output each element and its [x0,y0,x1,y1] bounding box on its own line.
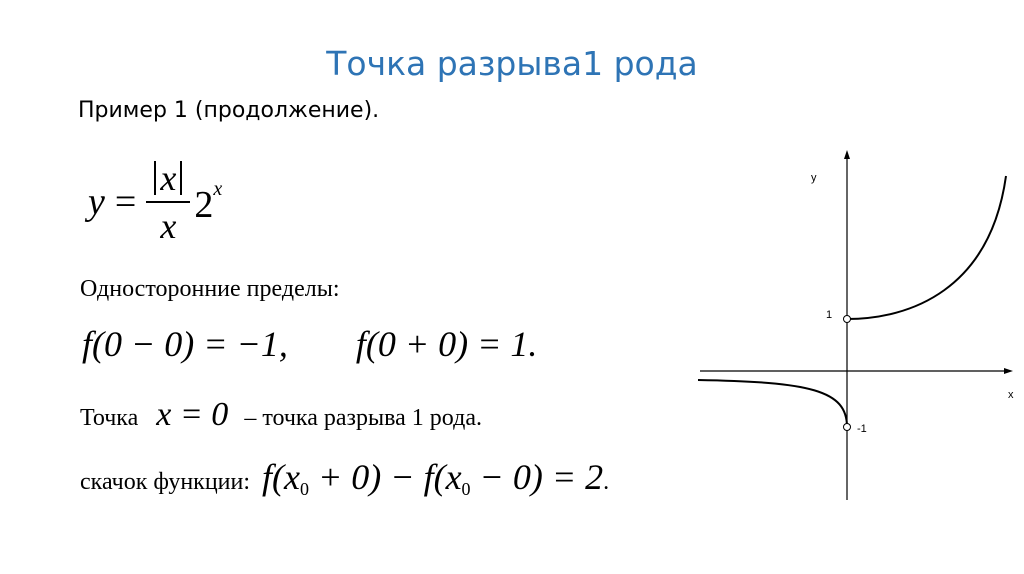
jump-expr-part-c: − 0) = 2 [470,457,604,497]
point-suffix: – точка разрыва 1 рода. [244,405,482,431]
open-point-lower [844,424,851,431]
one-sided-limits [82,323,537,365]
jump-expr-part-b: + 0) − f(x [309,457,462,497]
point-equation: x = 0 [156,396,229,433]
one-sided-heading: Односторонние пределы: [80,276,340,302]
formula-equals: = [114,181,137,223]
formula-exponent: x [213,177,223,200]
formula-denominator: x [160,206,177,246]
slide-subtitle: Пример 1 (продолжение). [78,98,380,123]
x-axis-arrow-icon [1004,368,1013,374]
y-axis-label: y [811,172,817,184]
function-graph [690,140,1020,505]
formula-lhs: y [88,181,105,223]
right-branch-curve [847,176,1006,319]
left-branch-curve [698,380,847,427]
open-point-upper [844,316,851,323]
y-axis-arrow-icon [844,150,850,159]
jump-expression [262,457,603,497]
jump-statement [80,456,609,500]
left-limit: f(0 − 0) = −1, [82,324,288,364]
function-formula [88,152,222,252]
discontinuity-statement [80,396,482,434]
fraction-bar [146,201,190,203]
slide-title: Точка разрыва1 рода [326,44,698,83]
x-axis-label: x [1008,389,1014,401]
tick-label-minus-1: -1 [857,423,867,435]
jump-sub-b: 0 [461,479,471,499]
formula-numerator-abs: x [154,161,182,195]
formula-base: 2 [194,183,214,226]
jump-prefix: скачок функции: [80,469,251,495]
jump-sub-a: 0 [300,479,309,499]
jump-end: . [603,469,610,495]
right-limit: f(0 + 0) = 1. [355,324,538,364]
point-prefix: Точка [80,405,139,431]
formula-power [194,178,222,227]
formula-fraction [146,158,190,246]
tick-label-1: 1 [826,309,833,321]
jump-expr-part-a: f(x [262,457,300,497]
